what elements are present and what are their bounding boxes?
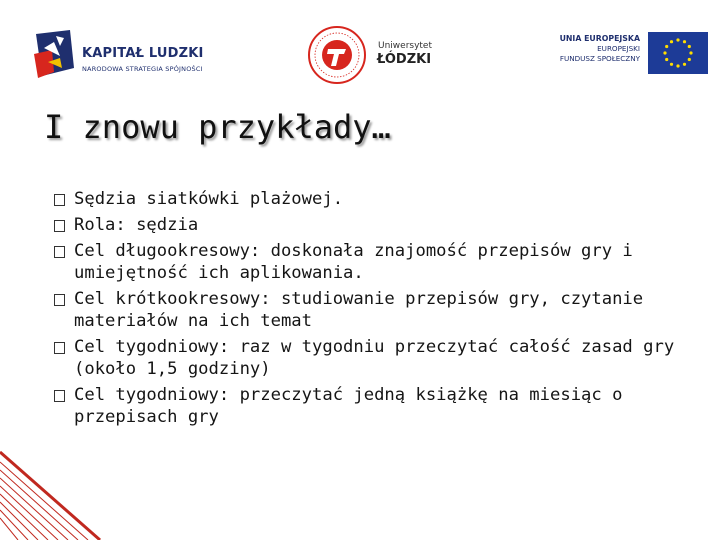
list-item xyxy=(54,188,704,210)
kapital-ludzki-subtitle: NARODOWA STRATEGIA SPÓJNOŚCI xyxy=(82,65,203,73)
lodzki-word: ŁÓDZKI xyxy=(377,52,432,67)
uniwersytet-word: Uniwersytet xyxy=(378,41,432,51)
unia-line1: UNIA EUROPEJSKA xyxy=(559,34,640,43)
decorative-corner-lines xyxy=(0,440,720,540)
uniwersytet-seal-icon xyxy=(306,24,368,86)
unia-line2: EUROPEJSKI xyxy=(597,44,640,53)
bullet-list xyxy=(54,188,704,432)
bullet-text: Rola: sędzia xyxy=(74,215,199,235)
unia-europejska-text xyxy=(560,34,640,64)
bullet-box-icon xyxy=(54,342,65,354)
kapital-ludzki-logo xyxy=(30,28,230,84)
kapital-ludzki-title: KAPITAŁ LUDZKI xyxy=(82,46,204,61)
bullet-text: Cel tygodniowy: przeczytać jedną książkę na miesiąc o przepisach gry xyxy=(74,385,623,427)
unia-line3: FUNDUSZ SPOŁECZNY xyxy=(559,54,640,63)
bullet-box-icon xyxy=(54,294,65,306)
bullet-text: Cel długookresowy: doskonała znajomość przepisów gry i umiejętność ich aplikowania. xyxy=(74,241,633,283)
list-item xyxy=(54,336,704,380)
bullet-box-icon xyxy=(54,220,65,232)
bullet-text: Cel krótkookresowy: studiowanie przepisów gry, czytanie materiałów na ich temat xyxy=(74,289,644,331)
logo-bar xyxy=(0,0,720,110)
list-item xyxy=(54,214,704,236)
eu-flag-icon xyxy=(648,32,708,74)
kapital-ludzki-emblem-icon xyxy=(30,28,80,84)
bullet-box-icon xyxy=(54,390,65,402)
bullet-box-icon xyxy=(54,194,65,206)
bullet-text: Sędzia siatkówki plażowej. xyxy=(74,189,344,209)
list-item xyxy=(54,384,704,428)
bullet-box-icon xyxy=(54,246,65,258)
uniwersytet-lodzki-logo xyxy=(306,24,446,84)
list-item xyxy=(54,288,704,332)
eu-stars-icon xyxy=(648,32,708,74)
list-item xyxy=(54,240,704,284)
slide-title: I znowu przykłady… xyxy=(44,108,391,146)
unia-europejska-logo xyxy=(548,32,708,74)
bullet-text: Cel tygodniowy: raz w tygodniu przeczytać całość zasad gry (około 1,5 godziny) xyxy=(74,337,675,379)
